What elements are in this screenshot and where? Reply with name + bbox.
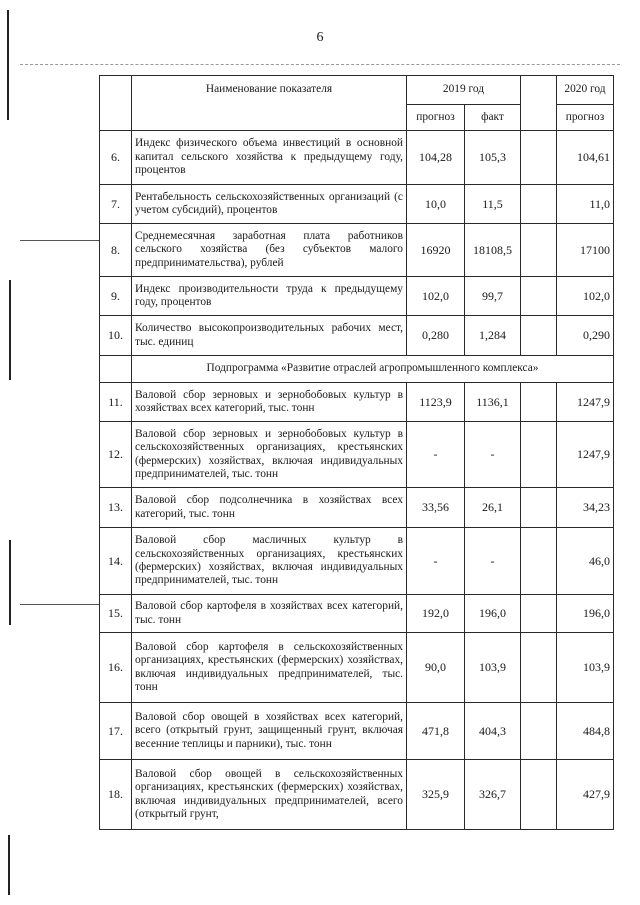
row-forecast-2020: 34,23 <box>557 488 614 528</box>
header-fact-2019: факт <box>465 105 521 131</box>
row-number: 9. <box>100 277 132 316</box>
row-empty <box>521 488 557 528</box>
row-forecast-2020: 46,0 <box>557 528 614 595</box>
row-indicator: Индекс производительности труда к предыдущему году, процентов <box>132 277 407 316</box>
row-indicator: Валовой сбор зерновых и зернобобовых культур в сельскохозяйственных организациях, крестьянских (фермерских) хозяйствах, включая индивидуальных предпринимателей, тыс. тонн <box>132 422 407 488</box>
row-number: 11. <box>100 383 132 422</box>
row-empty <box>521 528 557 595</box>
row-forecast-2019: 192,0 <box>407 595 465 633</box>
row-indicator: Валовой сбор овощей в сельскохозяйственных организациях, крестьянских (фермерских) хозяйствах, включая индивидуальных предпринимателей, всего (открытый грунт, <box>132 760 407 830</box>
row-indicator: Валовой сбор подсолнечника в хозяйствах всех категорий, тыс. тонн <box>132 488 407 528</box>
table-row <box>100 185 614 224</box>
row-indicator: Количество высокопроизводительных рабочих мест, тыс. единиц <box>132 316 407 356</box>
header-forecast-2020: прогноз <box>557 105 614 131</box>
scan-edge-line <box>9 540 11 625</box>
row-empty <box>521 703 557 760</box>
row-forecast-2020: 0,290 <box>557 316 614 356</box>
row-forecast-2019: 90,0 <box>407 633 465 703</box>
row-number: 12. <box>100 422 132 488</box>
row-forecast-2019: 471,8 <box>407 703 465 760</box>
table-row <box>100 488 614 528</box>
row-number: 8. <box>100 224 132 277</box>
table-row <box>100 633 614 703</box>
table-row <box>100 383 614 422</box>
row-empty <box>521 595 557 633</box>
row-forecast-2020: 427,9 <box>557 760 614 830</box>
subprogram-num-cell <box>100 356 132 383</box>
table-row <box>100 131 614 185</box>
row-indicator: Рентабельность сельскохозяйственных организаций (с учетом субсидий), процентов <box>132 185 407 224</box>
table-row <box>100 316 614 356</box>
subprogram-row <box>100 356 614 383</box>
row-indicator: Валовой сбор картофеля в сельскохозяйственных организациях, крестьянских (фермерских) хозяйствах, включая индивидуальных предпринимателей, тыс. тонн <box>132 633 407 703</box>
row-fact-2019: - <box>465 528 521 595</box>
header-year-2019: 2019 год <box>407 76 521 105</box>
row-fact-2019: 103,9 <box>465 633 521 703</box>
row-forecast-2020: 102,0 <box>557 277 614 316</box>
row-forecast-2020: 103,9 <box>557 633 614 703</box>
indicators-table <box>99 75 614 830</box>
row-forecast-2019: 1123,9 <box>407 383 465 422</box>
row-forecast-2019: 325,9 <box>407 760 465 830</box>
table-row <box>100 422 614 488</box>
row-forecast-2019: - <box>407 528 465 595</box>
row-number: 15. <box>100 595 132 633</box>
row-fact-2019: 18108,5 <box>465 224 521 277</box>
scan-edge-line <box>9 280 11 380</box>
row-fact-2019: 196,0 <box>465 595 521 633</box>
row-number: 18. <box>100 760 132 830</box>
row-fact-2019: 11,5 <box>465 185 521 224</box>
header-year-2020: 2020 год <box>557 76 614 105</box>
row-fact-2019: 1136,1 <box>465 383 521 422</box>
row-number: 13. <box>100 488 132 528</box>
row-indicator: Валовой сбор картофеля в хозяйствах всех категорий, тыс. тонн <box>132 595 407 633</box>
row-number: 14. <box>100 528 132 595</box>
row-indicator: Валовой сбор овощей в хозяйствах всех категорий, всего (открытый грунт, защищенный грунт, включая весенние теплицы и парники), тыс. тонн <box>132 703 407 760</box>
header-indicator-name: Наименование показателя <box>132 76 407 131</box>
row-forecast-2019: - <box>407 422 465 488</box>
row-forecast-2020: 11,0 <box>557 185 614 224</box>
row-number: 10. <box>100 316 132 356</box>
row-forecast-2019: 0,280 <box>407 316 465 356</box>
row-empty <box>521 422 557 488</box>
row-fact-2019: 105,3 <box>465 131 521 185</box>
row-empty <box>521 131 557 185</box>
row-forecast-2019: 102,0 <box>407 277 465 316</box>
row-forecast-2020: 1247,9 <box>557 422 614 488</box>
row-forecast-2020: 17100 <box>557 224 614 277</box>
header-empty-cell <box>521 76 557 131</box>
row-forecast-2019: 104,28 <box>407 131 465 185</box>
subprogram-title: Подпрограмма «Развитие отраслей агропромышленного комплекса» <box>132 356 614 383</box>
row-fact-2019: 1,284 <box>465 316 521 356</box>
page-number: 6 <box>316 30 324 45</box>
row-fact-2019: 326,7 <box>465 760 521 830</box>
scan-top-dash <box>20 64 620 65</box>
row-indicator: Среднемесячная заработная плата работников сельского хозяйства (без субъектов малого предпринимательства), рублей <box>132 224 407 277</box>
row-number: 16. <box>100 633 132 703</box>
row-empty <box>521 383 557 422</box>
scan-edge-line <box>8 835 10 895</box>
row-forecast-2019: 16920 <box>407 224 465 277</box>
row-number: 17. <box>100 703 132 760</box>
row-empty <box>521 633 557 703</box>
row-empty <box>521 185 557 224</box>
row-number: 6. <box>100 131 132 185</box>
table-row <box>100 703 614 760</box>
table-row <box>100 528 614 595</box>
row-forecast-2020: 104,61 <box>557 131 614 185</box>
scan-edge-line <box>7 10 9 120</box>
table-row <box>100 760 614 830</box>
row-indicator: Валовой сбор зерновых и зернобобовых культур в хозяйствах всех категорий, тыс. тонн <box>132 383 407 422</box>
row-number: 7. <box>100 185 132 224</box>
row-fact-2019: 99,7 <box>465 277 521 316</box>
header-forecast-2019: прогноз <box>407 105 465 131</box>
table-row <box>100 224 614 277</box>
row-fact-2019: 404,3 <box>465 703 521 760</box>
row-forecast-2020: 196,0 <box>557 595 614 633</box>
row-empty <box>521 277 557 316</box>
scan-rule <box>20 604 100 605</box>
row-forecast-2019: 10,0 <box>407 185 465 224</box>
row-forecast-2019: 33,56 <box>407 488 465 528</box>
row-forecast-2020: 484,8 <box>557 703 614 760</box>
row-empty <box>521 224 557 277</box>
row-fact-2019: - <box>465 422 521 488</box>
table-row <box>100 277 614 316</box>
row-indicator: Валовой сбор масличных культур в сельскохозяйственных организациях, крестьянских (фермерских) хозяйствах, включая индивидуальных предпринимателей, тыс. тонн <box>132 528 407 595</box>
row-empty <box>521 760 557 830</box>
table-row <box>100 595 614 633</box>
row-fact-2019: 26,1 <box>465 488 521 528</box>
scan-rule <box>20 240 100 241</box>
row-empty <box>521 316 557 356</box>
row-forecast-2020: 1247,9 <box>557 383 614 422</box>
header-row <box>100 76 614 105</box>
header-num-cell <box>100 76 132 131</box>
row-indicator: Индекс физического объема инвестиций в основной капитал сельского хозяйства к предыдущему году, процентов <box>132 131 407 185</box>
